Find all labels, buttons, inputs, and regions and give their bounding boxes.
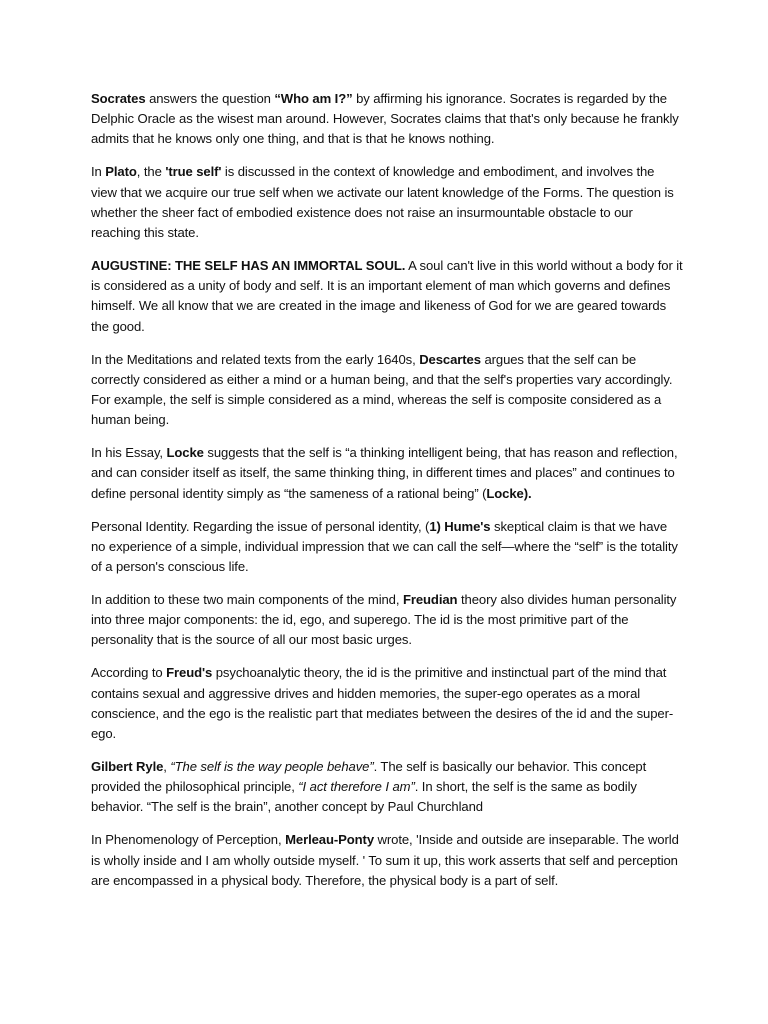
paragraph-freudian [91, 590, 683, 651]
paragraph-augustine [91, 256, 683, 337]
text-segment: Socrates [91, 91, 146, 106]
text-segment: Locke [166, 445, 204, 461]
text-segment: by affirming his ignorance. Socrates is regarded by the Delphic Oracle as the wisest man around. However, Socrates claims that that's only because he frankly admits that he knows only one thing, and that is that he knows nothing. [91, 91, 679, 147]
paragraph-descartes [91, 350, 683, 431]
text-segment: In [91, 164, 106, 180]
text-segment: wrote, 'Inside and outside are inseparable. The world is wholly inside and I am wholly outside myself. ' To sum it up, this work asserts that self and perception are encompassed in a physical body. Therefore, the physical body is a part of self. [91, 832, 679, 888]
document-page [91, 89, 683, 891]
paragraph-merleau-ponty [91, 830, 683, 891]
paragraph-ryle [91, 757, 683, 818]
text-segment: is discussed in the context of knowledge and embodiment, and involves the view that we acquire our true self when we activate our latent knowledge of the Forms. The question is whether the sheer fact of embodied existence does not raise an insurmountable obstacle to our reaching this state. [91, 164, 674, 241]
paragraph-freud [91, 663, 683, 744]
text-segment: According to [91, 665, 167, 681]
text-segment: “The self is the way people behave” [170, 759, 374, 775]
text-segment: 'true self' [165, 164, 222, 180]
text-segment: Gilbert Ryle [91, 759, 164, 775]
text-segment: . In short, the self is the same as bodily behavior. “The self is the brain”, another concept by Paul Churchland [91, 779, 637, 815]
text-segment: Merleau-Ponty [285, 832, 374, 848]
paragraph-socrates [91, 89, 683, 150]
text-segment: A soul can't live in this world without a body for it is considered as a unity of body and self. It is an important element of man which governs and defines himself. We all know that we are created in the image and likeness of God for we are geared towards the good. [91, 258, 683, 334]
text-segment: Plato [105, 164, 137, 180]
text-segment: Locke). [486, 485, 532, 501]
text-segment: Freudian [402, 592, 458, 608]
text-segment: , the [136, 164, 166, 180]
paragraph-hume [91, 517, 683, 578]
text-segment: Personal Identity. Regarding the issue of personal identity, ( [91, 518, 430, 534]
text-segment: In the Meditations and related texts from the early 1640s, [91, 351, 420, 367]
text-segment: answers the question [145, 91, 275, 106]
text-segment: theory also divides human personality into three major components: the id, ego, and superego. The id is the most primitive part of the personality that is the source of all our most basic urges. [91, 592, 677, 648]
text-segment: argues that the self can be correctly considered as either a mind or a human being, and that the self's properties vary accordingly. For example, the self is simple considered as a mind, whereas the self is composite considered as a human being. [91, 351, 673, 428]
text-segment: AUGUSTINE: THE SELF HAS AN IMMORTAL SOUL. [91, 258, 406, 274]
text-segment: In addition to these two main components of the mind, [91, 592, 403, 608]
text-segment: skeptical claim is that we have no experience of a simple, individual impression that we can call the self—where the “self” is the totality of a person's conscious life. [91, 518, 678, 575]
text-segment: 1) Hume's [429, 518, 491, 534]
text-segment: In Phenomenology of Perception, [91, 832, 286, 848]
text-segment: suggests that the self is “a thinking intelligent being, that has reason and reflection, and can consider itself as itself, the same thinking thing, in different times and places” and continues to define personal identity simply as “the sameness of a rational being” ( [91, 445, 678, 501]
text-segment: psychoanalytic theory, the id is the primitive and instinctual part of the mind that contains sexual and aggressive drives and hidden memories, the super-ego operates as a moral conscience, and the ego is the realistic part that mediates between the desires of the id and the super-ego. [91, 665, 674, 742]
text-segment: Descartes [419, 351, 481, 367]
text-segment: “I act therefore I am” [298, 779, 415, 795]
paragraph-locke [91, 443, 683, 504]
text-segment: Freud's [166, 665, 213, 681]
text-segment: “Who am I?” [274, 91, 353, 106]
text-segment: In his Essay, [91, 445, 167, 461]
text-segment: . The self is basically our behavior. This concept provided the philosophical principle, [91, 759, 647, 795]
paragraph-plato [91, 162, 683, 243]
text-segment: , [163, 759, 171, 775]
